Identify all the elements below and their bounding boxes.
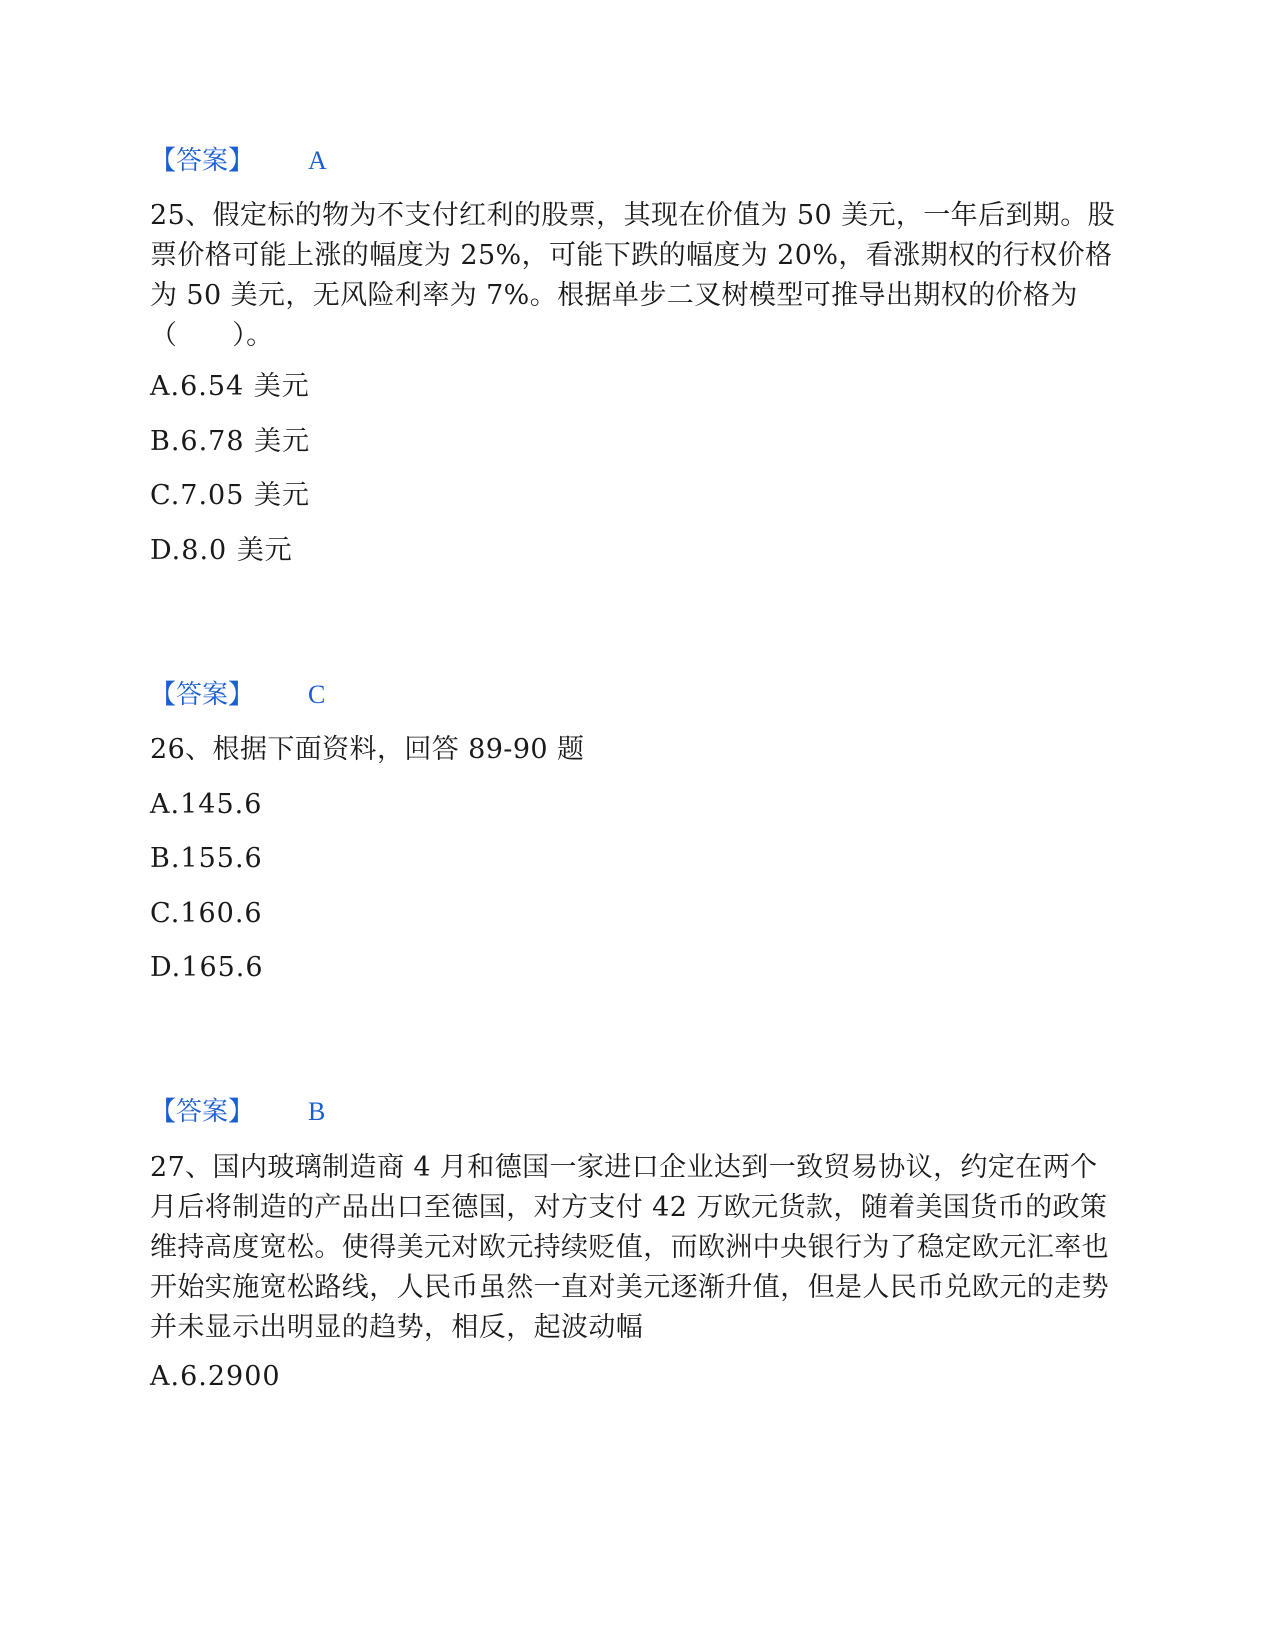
- answer-value: B: [308, 1097, 326, 1126]
- answer-line: [150, 680, 326, 710]
- answer-value: A: [308, 146, 327, 175]
- answer-label: 【答案】: [150, 146, 255, 176]
- question-26-option-a: A.145.6: [150, 789, 263, 820]
- question-25-text: 25、假定标的物为不支付红利的股票，其现在价值为 50 美元，一年后到期。股票价格可能上涨的幅度为 25%，可能下跌的幅度为 20%，看涨期权的行权价格为 50 美元，无风险利率为 7%。根据单步二叉树模型可推导出期权的价格为（ ）。: [150, 200, 1116, 351]
- question-26-option-d: D.165.6: [150, 952, 264, 983]
- question-25-option-c: C.7.05 美元: [150, 480, 310, 511]
- answer-label: 【答案】: [150, 680, 255, 710]
- answer-line: [150, 1097, 326, 1127]
- answer-value: C: [308, 680, 326, 709]
- question-25-option-b: B.6.78 美元: [150, 426, 311, 457]
- question-26-option-c: C.160.6: [150, 898, 263, 929]
- question-26-text: 26、根据下面资料，回答 89-90 题: [150, 734, 585, 765]
- question-26-option-b: B.155.6: [150, 843, 263, 874]
- answer-line: [150, 146, 327, 176]
- question-27-option-a: A.6.2900: [150, 1361, 281, 1392]
- answer-label: 【答案】: [150, 1097, 255, 1127]
- question-27-text: 27、国内玻璃制造商 4 月和德国一家进口企业达到一致贸易协议，约定在两个月后将制造的产品出口至德国，对方支付 42 万欧元货款，随着美国货币的政策维持高度宽松。使得美元对欧元持续贬值，而欧洲中央银行为了稳定欧元汇率也开始实施宽松路线，人民币虽然一直对美元逐渐升值，但是人民币兑欧元的走势并未显示出明显的趋势，相反，起波动幅: [150, 1152, 1109, 1343]
- question-25-option-d: D.8.0 美元: [150, 535, 293, 566]
- question-25-option-a: A.6.54 美元: [150, 371, 310, 402]
